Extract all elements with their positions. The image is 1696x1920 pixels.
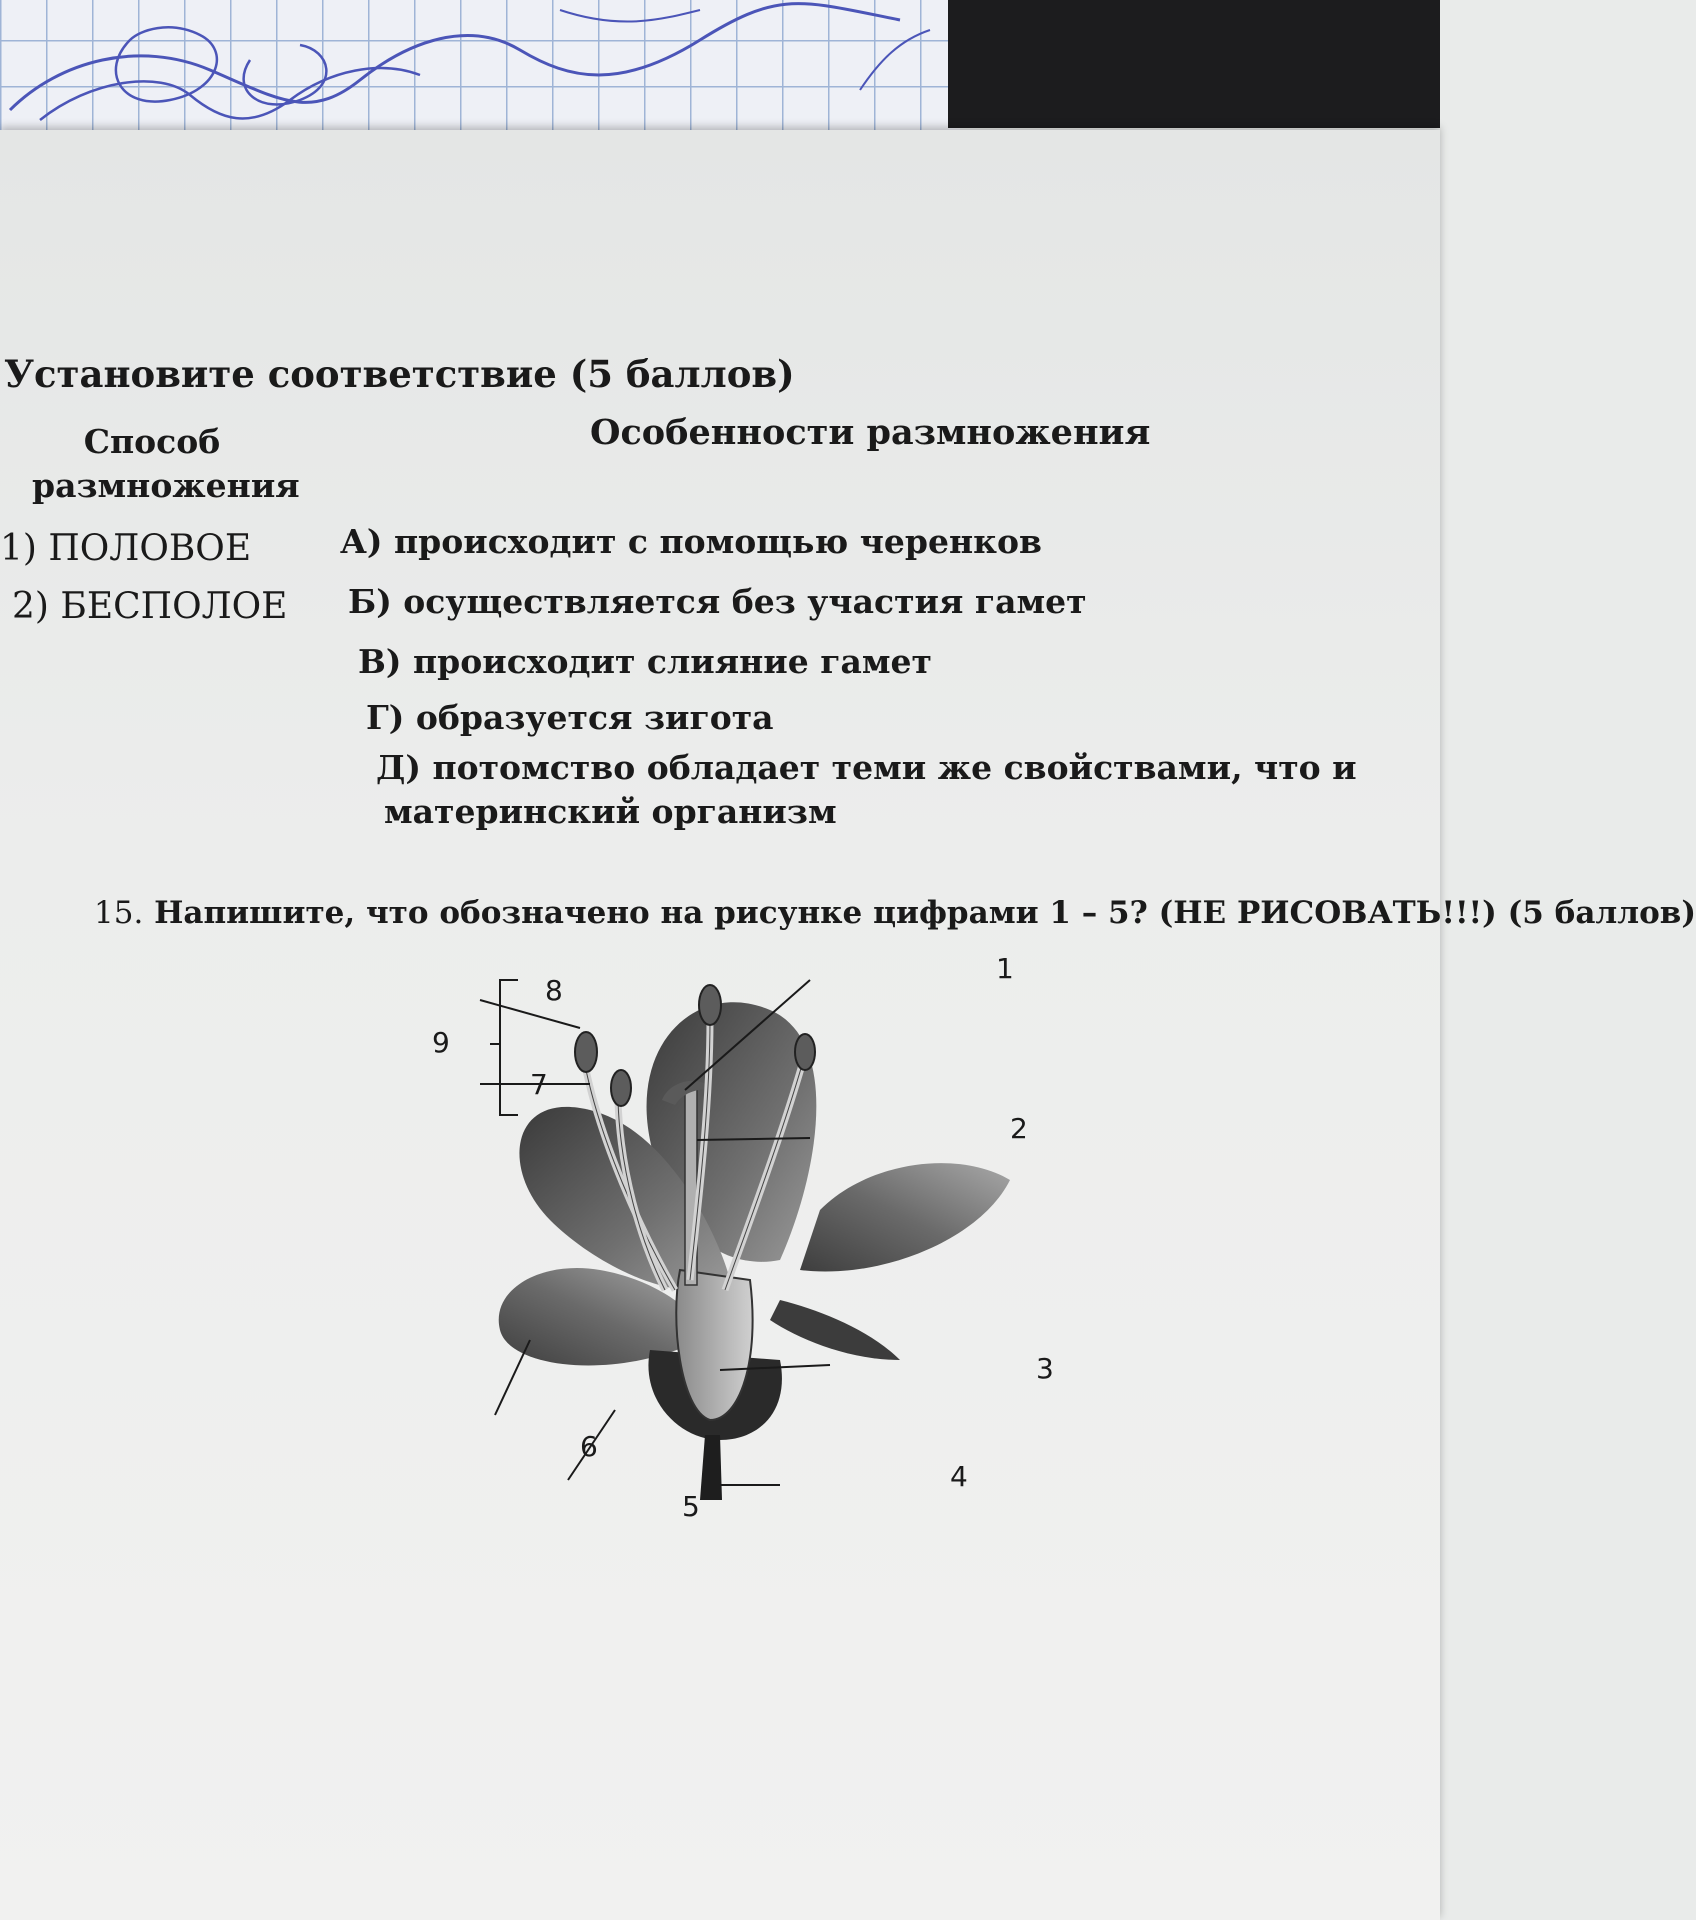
pen-scribble xyxy=(0,0,960,140)
diagram-label-6: 6 xyxy=(580,1430,598,1463)
task15-text: Напишите, что обозначено на рисунке цифрами 1 – 5? (НЕ РИСОВАТЬ!!!) (5 баллов) xyxy=(154,895,1696,931)
diagram-label-4: 4 xyxy=(950,1460,968,1493)
diagram-label-1: 1 xyxy=(996,952,1014,985)
task14-left-header: Способ размножения xyxy=(32,422,300,505)
leader-8 xyxy=(480,1000,580,1028)
petal-right xyxy=(800,1163,1010,1271)
feature-v: В) происходит слияние гамет xyxy=(358,642,932,681)
leader-6 xyxy=(495,1340,530,1415)
dark-table-surface xyxy=(948,0,1440,128)
feature-a: А) происходит с помощью черенков xyxy=(340,522,1042,561)
diagram-label-9: 9 xyxy=(432,1026,450,1059)
option-asexual: 2) БЕСПОЛОЕ xyxy=(12,586,288,627)
anther-3 xyxy=(699,985,721,1025)
task15-number: 15. xyxy=(94,895,144,931)
feature-g: Г) образуется зигота xyxy=(366,698,774,737)
feature-d: Д) потомство обладает теми же свойствами, что и xyxy=(376,748,1357,787)
feature-d-cont: материнский организм xyxy=(384,792,837,831)
diagram-label-7: 7 xyxy=(530,1068,548,1101)
anther-1 xyxy=(575,1032,597,1072)
diagram-label-5: 5 xyxy=(682,1490,700,1523)
flower-diagram xyxy=(400,940,1160,1520)
anther-2 xyxy=(611,1070,631,1106)
diagram-label-8: 8 xyxy=(545,974,563,1007)
diagram-label-2: 2 xyxy=(1010,1112,1028,1145)
bracket-9 xyxy=(500,980,518,1115)
pedicel xyxy=(700,1435,722,1500)
task15-question xyxy=(94,895,1696,931)
anther-4 xyxy=(795,1034,815,1070)
diagram-label-3: 3 xyxy=(1036,1352,1054,1385)
sepal-right xyxy=(770,1300,900,1360)
option-sexual: 1) ПОЛОВОЕ xyxy=(0,528,252,569)
feature-b: Б) осуществляется без участия гамет xyxy=(348,582,1087,621)
task14-right-header: Особенности размножения xyxy=(590,412,1151,453)
task14-title: Установите соответствие (5 баллов) xyxy=(4,352,795,396)
